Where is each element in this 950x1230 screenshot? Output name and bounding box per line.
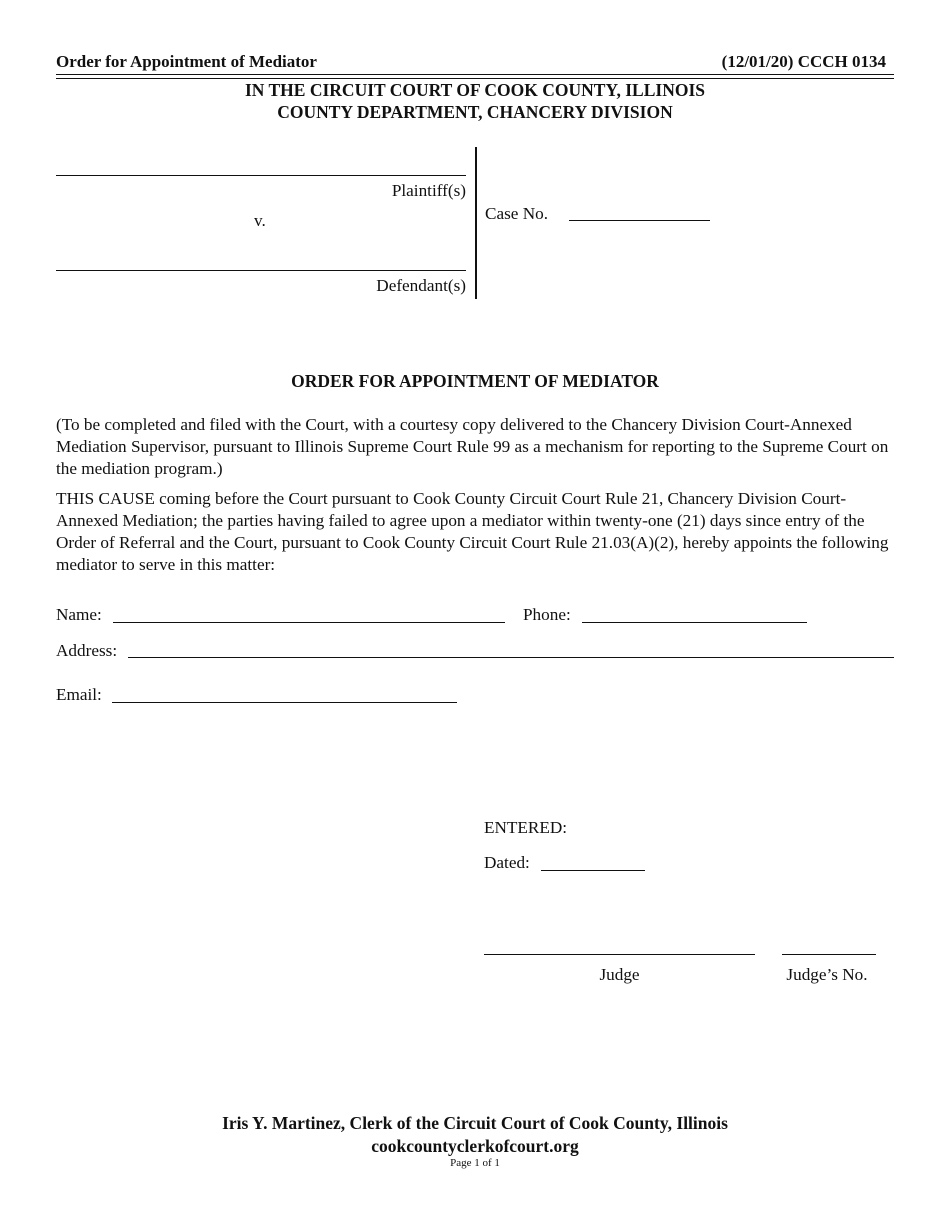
- versus-label: v.: [254, 211, 266, 230]
- court-division: COUNTY DEPARTMENT, CHANCERY DIVISION: [277, 102, 673, 122]
- phone-label: Phone:: [523, 605, 571, 624]
- form-title-header: Order for Appointment of Mediator: [56, 52, 317, 71]
- plaintiff-label: Plaintiff(s): [391, 181, 466, 200]
- order-title: ORDER FOR APPOINTMENT OF MEDIATOR: [291, 371, 659, 391]
- email-field[interactable]: [112, 702, 457, 703]
- name-field[interactable]: [113, 622, 505, 623]
- header-rule-top: [56, 74, 894, 75]
- phone-field[interactable]: [582, 622, 807, 623]
- address-field[interactable]: [128, 657, 894, 658]
- address-label: Address:: [56, 641, 118, 660]
- defendant-field[interactable]: [56, 270, 466, 271]
- clerk-website[interactable]: cookcountyclerkofcourt.org: [371, 1136, 579, 1156]
- judge-label: Judge: [599, 965, 640, 984]
- page-number: Page 1 of 1: [450, 1157, 500, 1169]
- case-no-label: Case No.: [485, 204, 549, 223]
- judge-number-field[interactable]: [782, 954, 876, 955]
- defendant-label: Defendant(s): [376, 276, 466, 295]
- caption-divider: [475, 147, 477, 299]
- form-code-header: (12/01/20) CCCH 0134: [721, 52, 886, 71]
- court-name: IN THE CIRCUIT COURT OF COOK COUNTY, ILLINOIS: [245, 80, 705, 100]
- case-no-field[interactable]: [569, 220, 710, 221]
- judge-signature-field[interactable]: [484, 954, 755, 955]
- instructions-paragraph: (To be completed and filed with the Court, with a courtesy copy delivered to the Chancery Division Court-Annexed Mediation Supervisor, pursuant to Illinois Supreme Court Rule 99 as a mechanism for reporting to the Supreme Court on the mediation program.): [56, 415, 889, 478]
- plaintiff-field[interactable]: [56, 175, 466, 176]
- name-label: Name:: [56, 605, 102, 624]
- order-body-paragraph: THIS CAUSE coming before the Court pursuant to Cook County Circuit Court Rule 21, Chancery Division Court-Annexed Mediation; the parties having failed to agree upon a mediator within twenty-one (21) days since entry of the Order of Referral and the Court, pursuant to Cook County Circuit Court Rule 21.03(A)(2), hereby appoints the following mediator to serve in this matter:: [56, 489, 889, 574]
- entered-label: ENTERED:: [484, 818, 568, 837]
- header-rule-bottom: [56, 78, 894, 79]
- clerk-name: Iris Y. Martinez, Clerk of the Circuit Court of Cook County, Illinois: [222, 1113, 728, 1133]
- judge-number-label: Judge’s No.: [786, 965, 868, 984]
- dated-label: Dated:: [484, 853, 530, 872]
- email-label: Email:: [56, 685, 102, 704]
- dated-field[interactable]: [541, 870, 645, 871]
